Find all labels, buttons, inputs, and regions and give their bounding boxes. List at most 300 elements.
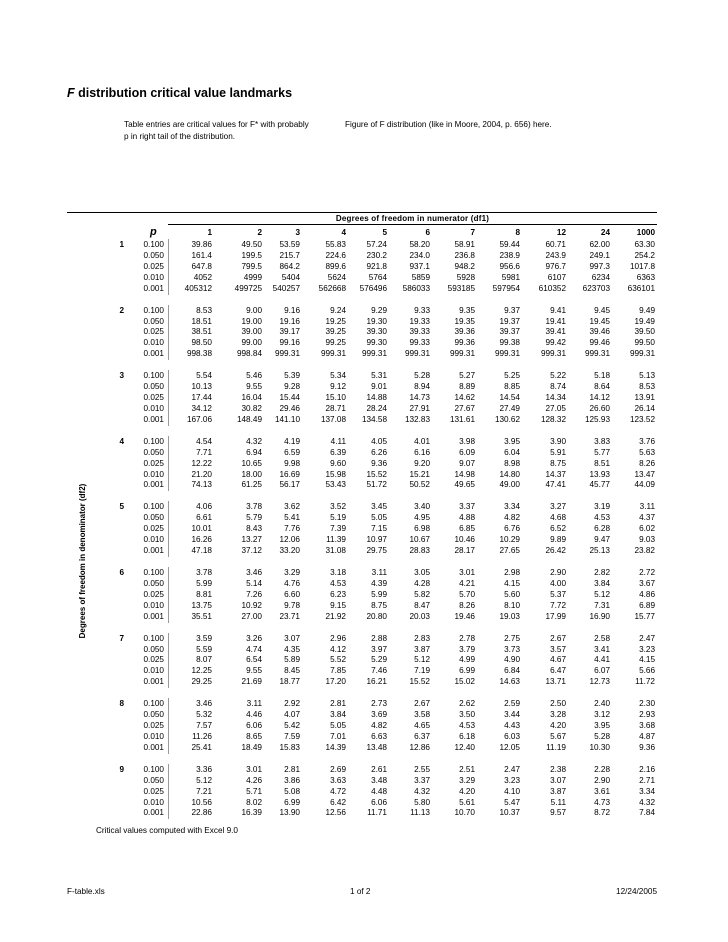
- critical-value-cell: 7.31: [594, 600, 610, 610]
- critical-value-cell: 99.46: [589, 338, 610, 348]
- critical-value-cell: 499725: [234, 283, 262, 293]
- critical-value-cell: 6.61: [196, 513, 212, 523]
- df1-header: 24: [600, 228, 610, 237]
- critical-value-cell: 9.47: [594, 535, 610, 545]
- critical-value-cell: 6.84: [504, 666, 520, 676]
- critical-value-cell: 3.90: [550, 436, 566, 446]
- critical-value-cell: 12.40: [454, 742, 475, 752]
- critical-value-cell: 4.32: [246, 436, 262, 446]
- critical-value-cell: 3.18: [330, 568, 346, 577]
- critical-value-cell: 2.96: [330, 633, 346, 643]
- p-value: 0.100: [143, 502, 164, 512]
- critical-value-cell: 9.36: [639, 742, 655, 752]
- critical-value-cell: 39.50: [634, 327, 655, 337]
- critical-value-cell: 8.75: [371, 600, 387, 610]
- critical-value-cell: 5.25: [504, 371, 520, 381]
- p-value: 0.100: [143, 764, 164, 774]
- critical-value-cell: 14.62: [454, 393, 475, 402]
- p-value: 0.001: [143, 283, 164, 293]
- critical-value-cell: 4.54: [196, 436, 212, 446]
- critical-value-cell: 10.37: [499, 808, 520, 818]
- df2-label: 8: [119, 699, 124, 709]
- critical-value-cell: 59.44: [499, 240, 520, 249]
- critical-value-cell: 3.07: [550, 775, 566, 785]
- critical-value-cell: 19.45: [589, 316, 610, 326]
- critical-value-cell: 30.82: [241, 403, 262, 413]
- critical-value-cell: 3.45: [371, 502, 387, 512]
- critical-value-cell: 8.47: [414, 600, 430, 610]
- critical-value-cell: 2.83: [414, 633, 430, 643]
- critical-value-cell: 2.47: [639, 633, 655, 643]
- critical-value-cell: 249.1: [589, 250, 610, 260]
- critical-value-cell: 6.59: [284, 447, 300, 457]
- critical-value-cell: 19.35: [454, 316, 475, 326]
- critical-value-cell: 63.30: [634, 240, 655, 249]
- critical-value-cell: 37.12: [241, 546, 262, 555]
- critical-value-cell: 19.30: [366, 316, 387, 326]
- critical-value-cell: 39.41: [545, 327, 566, 337]
- critical-value-cell: 6107: [547, 272, 566, 282]
- critical-value-cell: 999.31: [274, 349, 300, 359]
- critical-value-cell: 53.59: [279, 240, 300, 249]
- critical-value-cell: 8.85: [504, 382, 520, 392]
- critical-value-cell: 5.27: [459, 371, 475, 381]
- critical-value-cell: 13.91: [634, 393, 655, 402]
- critical-value-cell: 2.47: [504, 764, 520, 774]
- critical-value-cell: 11.13: [410, 808, 430, 818]
- p-value: 0.001: [143, 546, 164, 555]
- critical-value-cell: 14.54: [499, 393, 520, 402]
- footer-date: 12/24/2005: [616, 887, 657, 896]
- critical-value-cell: 5.34: [330, 371, 346, 381]
- critical-value-cell: 5.12: [414, 655, 430, 665]
- critical-value-cell: 4.73: [594, 797, 610, 807]
- critical-value-cell: 7.01: [330, 731, 346, 741]
- critical-value-cell: 7.76: [284, 524, 300, 534]
- critical-value-cell: 11.26: [192, 731, 212, 741]
- critical-value-cell: 8.98: [504, 458, 520, 468]
- critical-value-cell: 8.45: [284, 666, 300, 676]
- critical-value-cell: 4.32: [414, 786, 430, 796]
- critical-value-cell: 3.59: [196, 633, 212, 643]
- critical-value-cell: 2.38: [550, 764, 566, 774]
- critical-value-cell: 19.49: [634, 316, 655, 326]
- critical-value-cell: 956.6: [499, 261, 520, 271]
- critical-value-cell: 6234: [591, 272, 610, 282]
- critical-value-cell: 167.06: [186, 414, 212, 424]
- critical-value-cell: 3.28: [550, 710, 566, 720]
- critical-value-cell: 39.37: [499, 327, 520, 337]
- figure-caption: Figure of F distribution (like in Moore, 2004, p. 656) here.: [345, 120, 552, 129]
- critical-value-cell: 5.13: [639, 371, 655, 381]
- p-value: 0.010: [143, 272, 164, 282]
- p-value: 0.050: [143, 447, 164, 457]
- critical-value-cell: 586033: [402, 283, 430, 293]
- critical-value-cell: 3.50: [459, 710, 475, 720]
- critical-value-cell: 9.20: [414, 458, 430, 468]
- critical-value-cell: 18.00: [241, 469, 262, 479]
- critical-value-cell: 6.94: [246, 447, 262, 457]
- critical-value-cell: 9.12: [330, 382, 346, 392]
- critical-value-cell: 2.75: [504, 633, 520, 643]
- critical-value-cell: 2.78: [459, 633, 475, 643]
- critical-value-cell: 997.3: [589, 261, 610, 271]
- critical-value-cell: 8.53: [196, 305, 212, 315]
- df1-header: 5: [382, 228, 387, 237]
- critical-value-cell: 4.05: [371, 436, 387, 446]
- critical-value-cell: 4.07: [284, 710, 300, 720]
- critical-value-cell: 5.42: [284, 721, 300, 730]
- critical-value-cell: 62.00: [589, 240, 610, 249]
- p-value: 0.100: [143, 568, 164, 577]
- critical-value-cell: 230.2: [366, 250, 387, 260]
- critical-value-cell: 4.10: [504, 786, 520, 796]
- critical-value-cell: 5.11: [550, 797, 566, 807]
- critical-value-cell: 5.71: [246, 786, 262, 796]
- critical-value-cell: 3.48: [371, 775, 387, 785]
- critical-value-cell: 9.89: [550, 535, 566, 545]
- critical-value-cell: 19.41: [545, 316, 566, 326]
- critical-value-cell: 234.0: [409, 250, 430, 260]
- critical-value-cell: 999.31: [584, 349, 610, 359]
- critical-value-cell: 4.95: [414, 513, 430, 523]
- critical-value-cell: 3.63: [330, 775, 346, 785]
- critical-value-cell: 999.31: [361, 349, 387, 359]
- critical-value-cell: 5.63: [639, 447, 655, 457]
- critical-value-cell: 31.08: [325, 546, 346, 555]
- title-text: distribution critical value landmarks: [78, 86, 293, 100]
- critical-value-cell: 39.33: [409, 327, 430, 337]
- critical-value-cell: 254.2: [634, 250, 655, 260]
- critical-value-cell: 5.39: [284, 371, 300, 381]
- df2-label: 9: [119, 764, 124, 774]
- critical-value-cell: 3.11: [371, 568, 387, 577]
- critical-value-cell: 13.90: [279, 808, 300, 818]
- critical-value-cell: 14.37: [545, 469, 566, 479]
- critical-value-cell: 3.11: [639, 502, 655, 512]
- critical-value-cell: 2.28: [594, 764, 610, 774]
- footer-filename: F-table.xls: [67, 887, 105, 896]
- df1-header: 1: [207, 228, 212, 237]
- p-value: 0.025: [143, 393, 164, 402]
- critical-value-cell: 9.78: [284, 600, 300, 610]
- critical-value-cell: 4.15: [504, 578, 520, 588]
- critical-value-cell: 5.52: [330, 655, 346, 665]
- p-value: 0.001: [143, 349, 164, 359]
- critical-value-cell: 4.19: [284, 436, 300, 446]
- p-value: 0.050: [143, 316, 164, 326]
- critical-value-cell: 25.13: [589, 546, 610, 555]
- critical-value-cell: 5.80: [414, 797, 430, 807]
- denominator-df-label: Degrees of freedom in denominator (df2): [78, 483, 87, 639]
- critical-value-cell: 6.42: [330, 797, 346, 807]
- critical-value-cell: 5.31: [371, 371, 387, 381]
- critical-value-cell: 99.38: [499, 338, 520, 348]
- critical-value-cell: 7.59: [284, 731, 300, 741]
- critical-value-cell: 10.56: [191, 797, 212, 807]
- critical-value-cell: 4.90: [504, 655, 520, 665]
- critical-value-cell: 4.88: [459, 513, 475, 523]
- critical-value-cell: 17.99: [545, 611, 566, 621]
- critical-value-cell: 141.10: [274, 414, 300, 424]
- critical-value-cell: 3.40: [414, 502, 430, 512]
- p-value: 0.010: [143, 469, 164, 479]
- critical-value-cell: 3.29: [459, 775, 475, 785]
- critical-value-cell: 3.19: [594, 502, 610, 512]
- critical-value-cell: 4.67: [550, 655, 566, 665]
- critical-value-cell: 999.31: [404, 349, 430, 359]
- critical-value-cell: 3.95: [504, 436, 520, 446]
- critical-value-cell: 647.8: [191, 261, 212, 271]
- critical-value-cell: 8.10: [504, 600, 520, 610]
- critical-value-cell: 6.04: [504, 447, 520, 457]
- critical-value-cell: 9.36: [371, 458, 387, 468]
- critical-value-cell: 21.92: [325, 611, 346, 621]
- critical-value-cell: 2.98: [504, 568, 520, 577]
- critical-value-cell: 5.29: [371, 655, 387, 665]
- critical-value-cell: 8.74: [550, 382, 566, 392]
- critical-value-cell: 10.70: [454, 808, 475, 818]
- critical-value-cell: 3.27: [550, 502, 566, 512]
- df1-header: 8: [515, 228, 520, 237]
- critical-value-cell: 7.26: [246, 589, 262, 599]
- p-value: 0.010: [143, 403, 164, 413]
- critical-value-cell: 6.63: [371, 731, 387, 741]
- critical-value-cell: 2.69: [330, 764, 346, 774]
- critical-value-cell: 3.84: [330, 710, 346, 720]
- critical-value-cell: 6.99: [284, 797, 300, 807]
- critical-value-cell: 3.62: [284, 502, 300, 512]
- critical-value-cell: 6.89: [639, 600, 655, 610]
- critical-value-cell: 6.06: [371, 797, 387, 807]
- critical-value-cell: 5.41: [284, 513, 300, 523]
- critical-value-cell: 13.27: [241, 535, 262, 545]
- df2-label: 1: [119, 240, 124, 249]
- critical-value-cell: 4.82: [504, 513, 520, 523]
- p-column-header: p: [150, 226, 157, 238]
- critical-value-cell: 9.55: [246, 382, 262, 392]
- critical-value-cell: 17.44: [191, 393, 212, 402]
- critical-value-cell: 57.24: [366, 240, 387, 249]
- critical-value-cell: 9.57: [550, 808, 566, 818]
- critical-value-cell: 2.90: [594, 775, 610, 785]
- critical-value-cell: 19.37: [499, 316, 520, 326]
- critical-value-cell: 3.23: [504, 775, 520, 785]
- critical-value-cell: 3.07: [284, 633, 300, 643]
- critical-value-cell: 2.82: [594, 568, 610, 577]
- critical-value-cell: 1017.8: [629, 261, 655, 271]
- critical-value-cell: 5624: [327, 272, 346, 282]
- critical-value-cell: 6.09: [459, 447, 475, 457]
- critical-value-cell: 14.80: [499, 469, 520, 479]
- critical-value-cell: 15.02: [454, 677, 475, 687]
- critical-value-cell: 10.97: [366, 535, 387, 545]
- critical-value-cell: 236.8: [454, 250, 475, 260]
- critical-value-cell: 7.84: [639, 808, 655, 818]
- critical-value-cell: 3.05: [414, 568, 430, 577]
- critical-value-cell: 4.46: [246, 710, 262, 720]
- table-description: Table entries are critical values for F* with probably p in right tail of the distribution.: [124, 120, 309, 142]
- critical-value-cell: 5.05: [371, 513, 387, 523]
- critical-value-cell: 2.55: [414, 764, 430, 774]
- critical-value-cell: 6.52: [550, 524, 566, 534]
- critical-value-cell: 16.39: [241, 808, 262, 818]
- critical-value-cell: 4.37: [639, 513, 655, 523]
- critical-value-cell: 18.77: [279, 677, 300, 687]
- critical-value-cell: 6.99: [459, 666, 475, 676]
- critical-value-cell: 4.82: [371, 721, 387, 730]
- critical-value-cell: 21.69: [241, 677, 262, 687]
- critical-value-cell: 3.68: [639, 721, 655, 730]
- critical-value-cell: 99.42: [545, 338, 566, 348]
- df2-label: 6: [119, 568, 124, 577]
- p-value: 0.025: [143, 524, 164, 534]
- critical-value-cell: 15.21: [409, 469, 430, 479]
- critical-value-cell: 38.51: [191, 327, 212, 337]
- critical-value-cell: 3.87: [414, 644, 430, 654]
- critical-value-cell: 19.33: [409, 316, 430, 326]
- critical-value-cell: 132.83: [404, 414, 430, 424]
- critical-value-cell: 3.34: [504, 502, 520, 512]
- critical-value-cell: 26.60: [589, 403, 610, 413]
- critical-value-cell: 23.71: [279, 611, 300, 621]
- critical-value-cell: 14.12: [589, 393, 610, 402]
- critical-value-cell: 8.75: [550, 458, 566, 468]
- critical-value-cell: 3.87: [550, 786, 566, 796]
- critical-value-cell: 7.72: [550, 600, 566, 610]
- critical-value-cell: 3.41: [594, 644, 610, 654]
- critical-value-cell: 28.24: [366, 403, 387, 413]
- p-value: 0.001: [143, 677, 164, 687]
- critical-value-cell: 5.12: [196, 775, 212, 785]
- critical-value-cell: 19.16: [279, 316, 300, 326]
- critical-value-cell: 14.88: [366, 393, 387, 402]
- critical-value-cell: 18.49: [241, 742, 262, 752]
- df1-header: 4: [341, 228, 346, 237]
- critical-value-cell: 39.86: [191, 240, 212, 249]
- critical-value-cell: 6.37: [414, 731, 430, 741]
- critical-value-cell: 123.52: [629, 414, 655, 424]
- critical-value-cell: 16.69: [279, 469, 300, 479]
- p-value: 0.050: [143, 644, 164, 654]
- critical-value-cell: 3.37: [459, 502, 475, 512]
- critical-value-cell: 999.31: [449, 349, 475, 359]
- critical-value-cell: 9.49: [639, 305, 655, 315]
- critical-value-cell: 3.97: [371, 644, 387, 654]
- critical-value-cell: 6.47: [550, 666, 566, 676]
- p-value: 0.010: [143, 600, 164, 610]
- critical-value-cell: 998.38: [186, 349, 212, 359]
- critical-value-cell: 998.84: [236, 349, 262, 359]
- critical-value-cell: 4.72: [330, 786, 346, 796]
- critical-value-cell: 8.64: [594, 382, 610, 392]
- critical-value-cell: 999.31: [629, 349, 655, 359]
- critical-value-cell: 25.41: [191, 742, 212, 752]
- critical-value-cell: 16.21: [366, 677, 387, 687]
- critical-value-cell: 58.20: [409, 240, 430, 249]
- critical-value-cell: 3.52: [330, 502, 346, 512]
- critical-value-cell: 14.98: [454, 469, 475, 479]
- critical-value-cell: 51.72: [366, 480, 387, 490]
- critical-value-cell: 15.44: [279, 393, 300, 402]
- critical-value-cell: 4.53: [594, 513, 610, 523]
- critical-value-cell: 11.71: [367, 808, 387, 818]
- critical-value-cell: 2.71: [639, 775, 655, 785]
- critical-value-cell: 6.06: [246, 721, 262, 730]
- critical-value-cell: 4.76: [284, 578, 300, 588]
- critical-value-cell: 28.17: [454, 546, 475, 555]
- critical-value-cell: 6.60: [284, 589, 300, 599]
- p-value: 0.025: [143, 721, 164, 730]
- critical-value-cell: 4.86: [639, 589, 655, 599]
- critical-value-cell: 55.83: [325, 240, 346, 249]
- critical-value-cell: 7.85: [330, 666, 346, 676]
- critical-value-cell: 5.05: [330, 721, 346, 730]
- critical-value-cell: 4.35: [284, 644, 300, 654]
- critical-value-cell: 2.72: [639, 568, 655, 577]
- critical-value-cell: 2.67: [550, 633, 566, 643]
- p-value: 0.001: [143, 611, 164, 621]
- critical-value-cell: 576496: [359, 283, 387, 293]
- p-value: 0.100: [143, 371, 164, 381]
- critical-value-cell: 5981: [501, 272, 520, 282]
- critical-value-cell: 99.25: [325, 338, 346, 348]
- critical-value-cell: 4999: [243, 272, 262, 282]
- critical-value-cell: 39.36: [454, 327, 475, 337]
- critical-value-cell: 3.29: [284, 568, 300, 577]
- critical-value-cell: 4.20: [550, 721, 566, 730]
- critical-value-cell: 130.62: [494, 414, 520, 424]
- critical-value-cell: 61.25: [241, 480, 262, 490]
- critical-value-cell: 610352: [538, 283, 566, 293]
- critical-value-cell: 3.44: [504, 710, 520, 720]
- critical-value-cell: 2.81: [284, 764, 300, 774]
- critical-value-cell: 20.80: [366, 611, 387, 621]
- critical-value-cell: 405312: [184, 283, 212, 293]
- critical-value-cell: 7.39: [330, 524, 346, 534]
- p-value: 0.001: [143, 414, 164, 424]
- critical-value-cell: 5.18: [594, 371, 610, 381]
- critical-value-cell: 3.79: [459, 644, 475, 654]
- critical-value-cell: 98.50: [191, 338, 212, 348]
- critical-value-cell: 5764: [368, 272, 387, 282]
- critical-value-cell: 9.60: [330, 458, 346, 468]
- critical-value-cell: 3.37: [414, 775, 430, 785]
- critical-value-cell: 4.26: [246, 775, 262, 785]
- critical-value-cell: 14.39: [325, 742, 346, 752]
- critical-value-cell: 99.33: [409, 338, 430, 348]
- critical-value-cell: 99.16: [279, 338, 300, 348]
- critical-value-cell: 35.51: [191, 611, 212, 621]
- critical-value-cell: 921.8: [366, 261, 387, 271]
- critical-value-cell: 6.18: [459, 731, 475, 741]
- critical-value-cell: 3.11: [246, 699, 262, 709]
- footnote: Critical values computed with Excel 9.0: [96, 826, 238, 835]
- critical-value-cell: 39.00: [241, 327, 262, 337]
- critical-value-cell: 49.00: [499, 480, 520, 490]
- critical-value-cell: 243.9: [545, 250, 566, 260]
- critical-value-cell: 19.46: [454, 611, 475, 621]
- critical-value-cell: 636101: [627, 283, 655, 293]
- p-value: 0.010: [143, 731, 164, 741]
- critical-value-cell: 8.26: [459, 600, 475, 610]
- critical-value-cell: 3.36: [196, 764, 212, 774]
- critical-value-cell: 5.12: [594, 589, 610, 599]
- critical-value-cell: 39.25: [325, 327, 346, 337]
- critical-value-cell: 6.28: [594, 524, 610, 534]
- critical-value-cell: 13.75: [191, 600, 212, 610]
- p-value: 0.050: [143, 250, 164, 260]
